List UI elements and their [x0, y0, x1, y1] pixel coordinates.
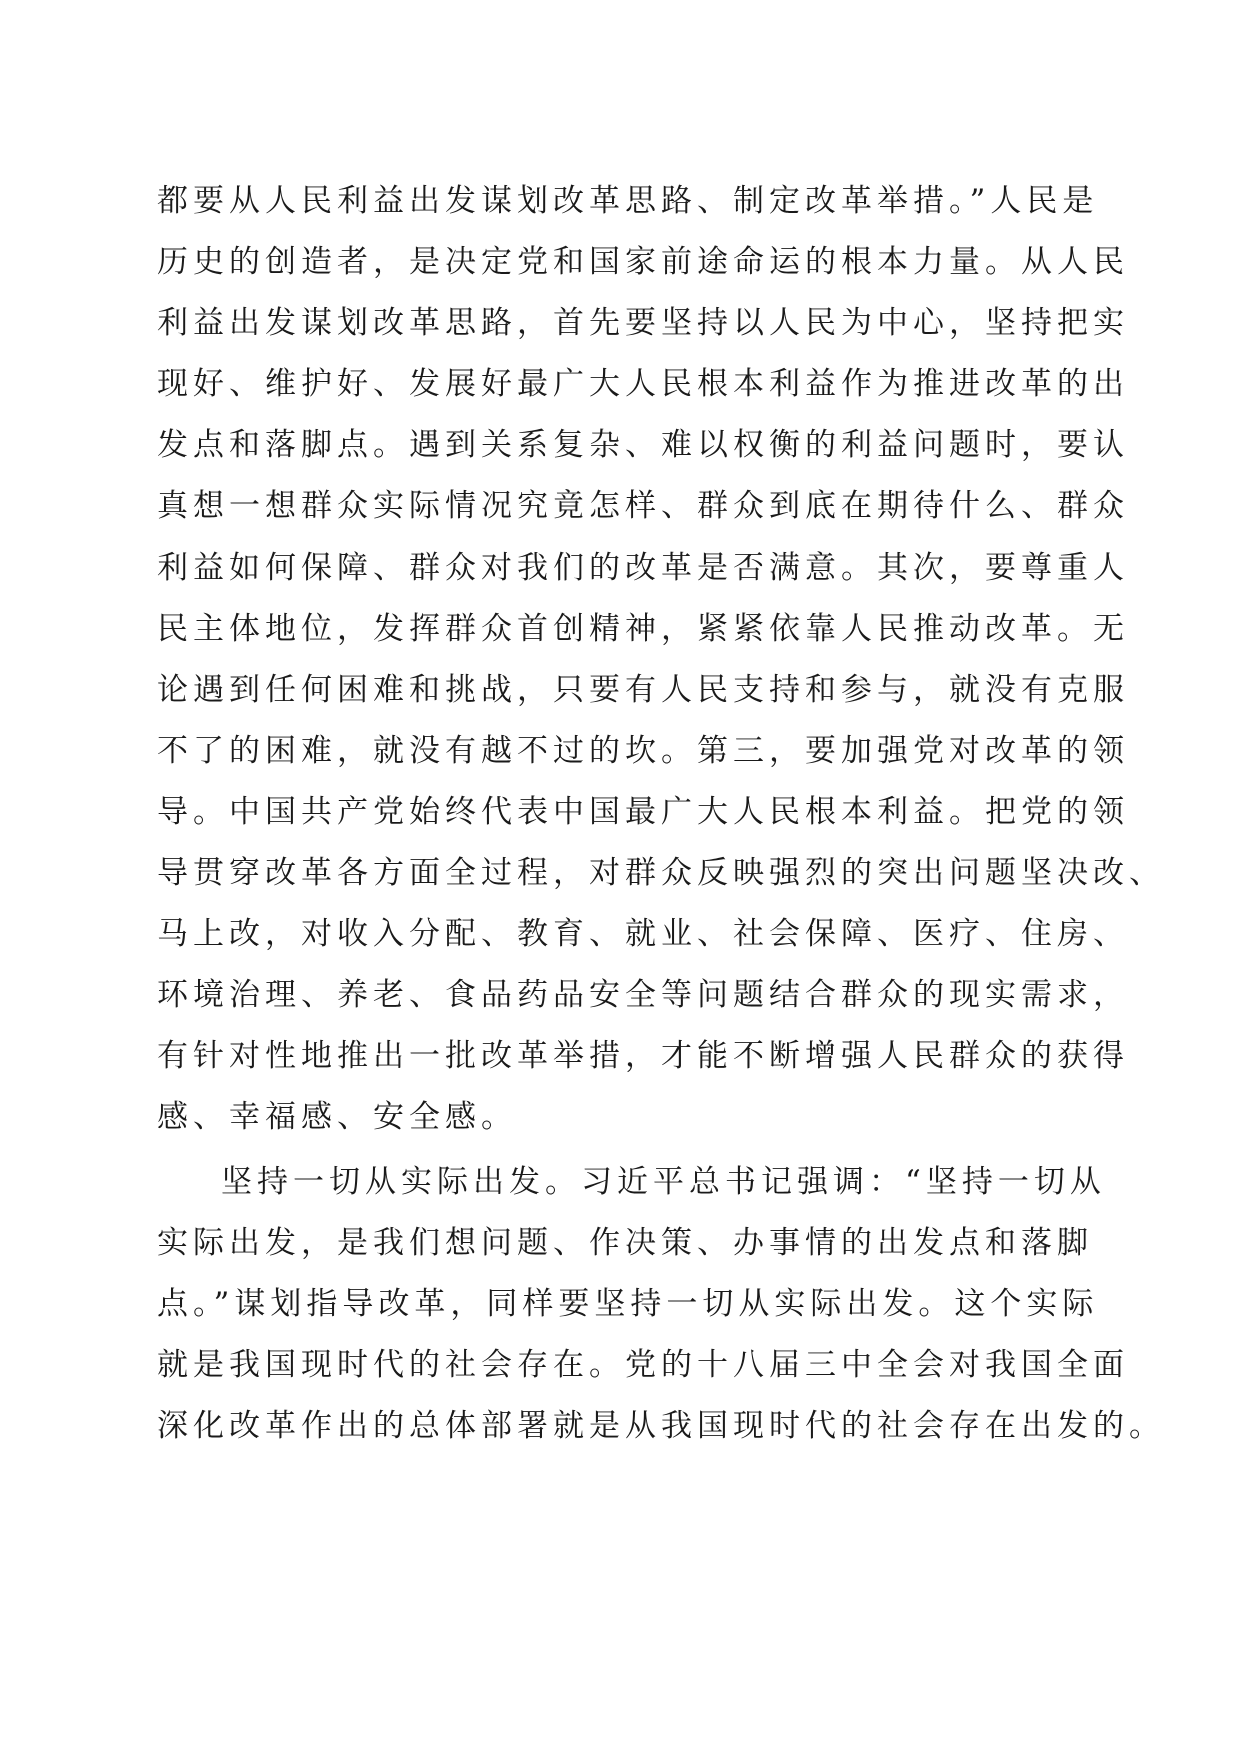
text-line: 深化改革作出的总体部署就是从我国现时代的社会存在出发的。	[157, 1407, 1165, 1444]
text-line: 利益出发谋划改革思路，首先要坚持以人民为中心，坚持把实	[157, 305, 1129, 342]
text-line: 导贯穿改革各方面全过程，对群众反映强烈的突出问题坚决改、	[157, 855, 1165, 892]
text-line: 不了的困难，就没有越不过的坎。第三，要加强党对改革的领	[157, 732, 1129, 769]
body-text	[157, 183, 1165, 1470]
text-line: 导。中国共产党始终代表中国最广大人民根本利益。把党的领	[157, 793, 1129, 830]
text-line: 环境治理、养老、食品药品安全等问题结合群众的现实需求，	[157, 977, 1129, 1014]
text-line: 马上改，对收入分配、教育、就业、社会保障、医疗、住房、	[157, 916, 1129, 953]
text-line: 点。”谋划指导改革，同样要坚持一切从实际出发。这个实际	[157, 1285, 1099, 1322]
text-line: 感、幸福感、安全感。	[157, 1099, 517, 1136]
text-line: 都要从人民利益出发谋划改革思路、制定改革举措。”人民是	[157, 183, 1099, 219]
text-line: 利益如何保障、群众对我们的改革是否满意。其次，要尊重人	[157, 549, 1129, 586]
paragraph-2	[157, 1163, 1165, 1470]
text-line: 就是我国现时代的社会存在。党的十八届三中全会对我国全面	[157, 1346, 1129, 1383]
text-line: 民主体地位，发挥群众首创精神，紧紧依靠人民推动改革。无	[157, 610, 1129, 647]
paragraph-1	[157, 183, 1165, 1162]
text-line: 真想一想群众实际情况究竟怎样、群众到底在期待什么、群众	[157, 488, 1129, 525]
text-line: 坚持一切从实际出发。习近平总书记强调：“坚持一切从	[221, 1163, 1106, 1200]
text-line: 有针对性地推出一批改革举措，才能不断增强人民群众的获得	[157, 1038, 1129, 1075]
text-line: 现好、维护好、发展好最广大人民根本利益作为推进改革的出	[157, 366, 1129, 403]
text-line: 历史的创造者，是决定党和国家前途命运的根本力量。从人民	[157, 244, 1129, 281]
text-line: 发点和落脚点。遇到关系复杂、难以权衡的利益问题时，要认	[157, 427, 1129, 464]
text-line: 论遇到任何困难和挑战，只要有人民支持和参与，就没有克服	[157, 671, 1129, 708]
text-line: 实际出发，是我们想问题、作决策、办事情的出发点和落脚	[157, 1224, 1093, 1261]
